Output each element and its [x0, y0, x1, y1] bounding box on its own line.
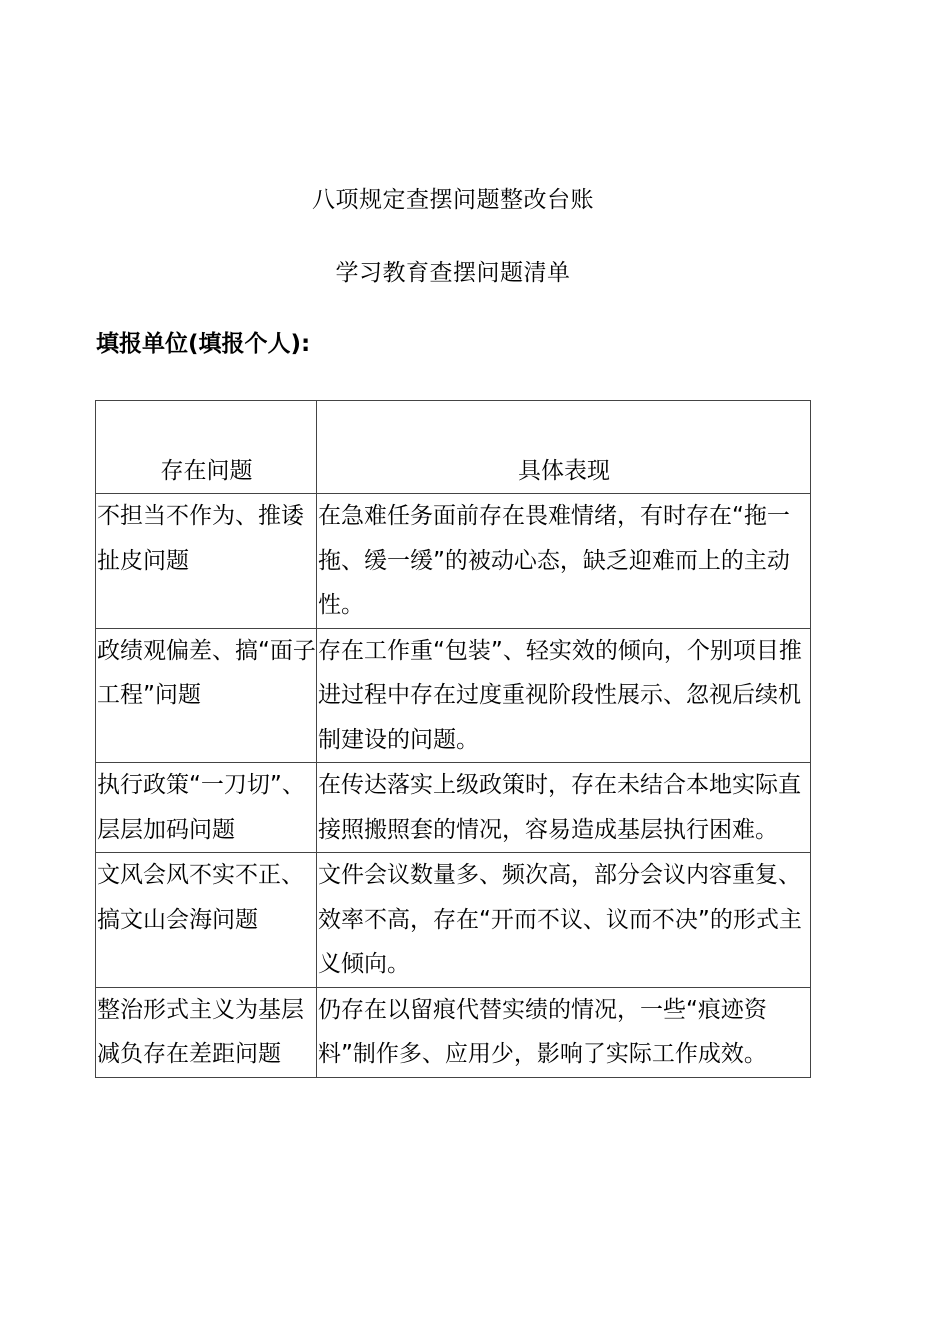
- issue-cell: 整治形式主义为基层减负存在差距问题: [96, 987, 317, 1077]
- table-row: [96, 853, 811, 988]
- detail-cell: 存在工作重“包装”、轻实效的倾向，个别项目推进过程中存在过度重视阶段性展示、忽视后续机制建设的问题。: [317, 628, 811, 763]
- issue-cell: 不担当不作为、推诿扯皮问题: [96, 494, 317, 629]
- table-row: [96, 494, 811, 629]
- table-row: [96, 763, 811, 853]
- table-row: [96, 628, 811, 763]
- table-row: [96, 987, 811, 1077]
- issue-table: [95, 400, 811, 1078]
- document-title: 八项规定查摆问题整改台账: [312, 187, 594, 213]
- issue-cell: 政绩观偏差、搞“面子工程”问题: [96, 628, 317, 763]
- detail-cell: 在传达落实上级政策时，存在未结合本地实际直接照搬照套的情况，容易造成基层执行困难。: [317, 763, 811, 853]
- detail-cell: 在急难任务面前存在畏难情绪，有时存在“拖一拖、缓一缓”的被动心态，缺乏迎难而上的主动性。: [317, 494, 811, 629]
- header-issue: 存在问题: [96, 401, 317, 494]
- issue-cell: 执行政策“一刀切”、层层加码问题: [96, 763, 317, 853]
- document-subtitle: 学习教育查摆问题清单: [335, 260, 571, 286]
- fill-unit-label: 填报单位(填报个人):: [96, 331, 311, 357]
- detail-cell: 文件会议数量多、频次高，部分会议内容重复、效率不高，存在“开而不议、议而不决”的形式主义倾向。: [317, 853, 811, 988]
- issue-cell: 文风会风不实不正、搞文山会海问题: [96, 853, 317, 988]
- detail-cell: 仍存在以留痕代替实绩的情况，一些“痕迹资料”制作多、应用少，影响了实际工作成效。: [317, 987, 811, 1077]
- header-detail: 具体表现: [317, 401, 811, 494]
- table-header-row: [96, 401, 811, 494]
